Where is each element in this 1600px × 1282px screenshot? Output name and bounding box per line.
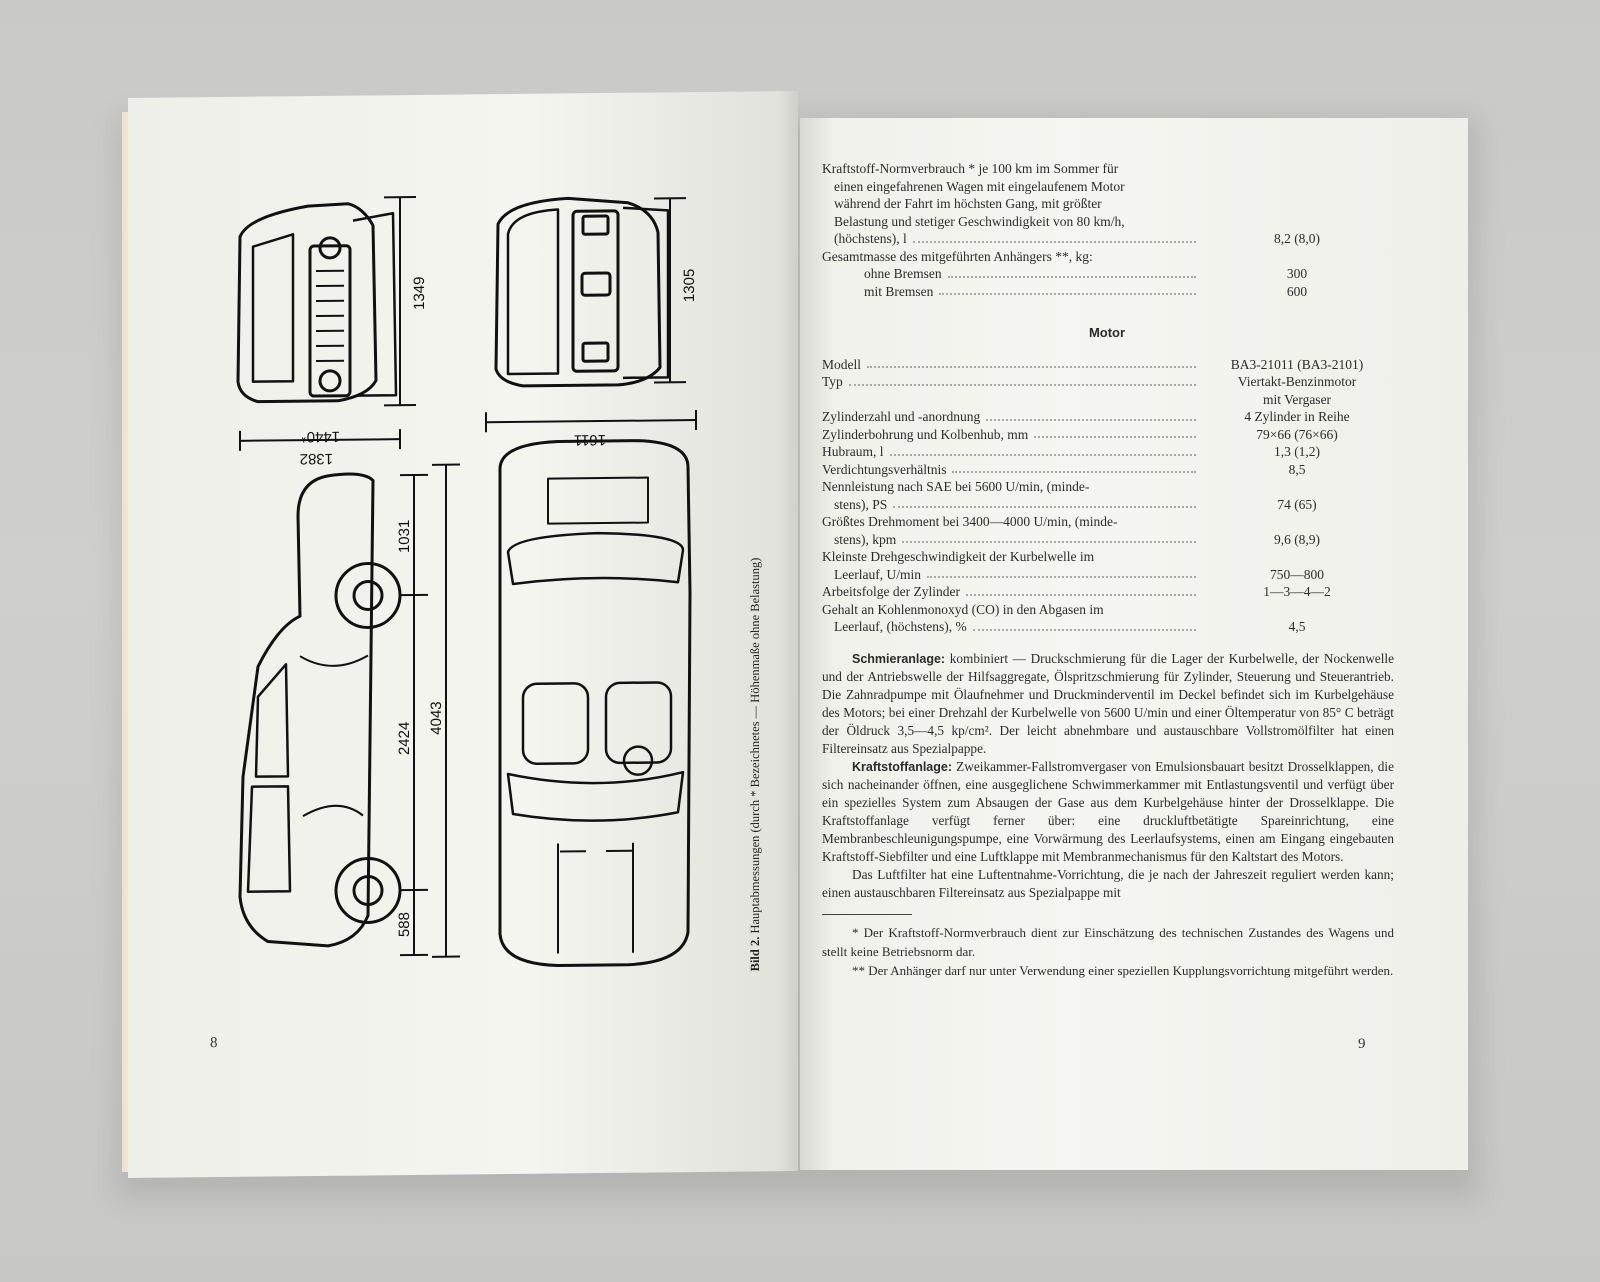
spec-label: Leerlauf, (höchstens), %	[834, 619, 967, 634]
leader-dots	[913, 241, 1196, 243]
figure-caption-text: Hauptabmessungen (durch * Bezeichnetes — Höhenmaße ohne Belastung)	[748, 557, 762, 934]
spec-label: (höchstens), l	[834, 231, 907, 246]
footnote-1: * Der Kraftstoff-Normverbrauch dient zur Einschätzung des technischen Zustandes des Wagens und stellt keine Betriebsnorm dar.	[822, 924, 1394, 959]
spec-row	[822, 230, 1392, 248]
paragraph-luftfilter: Das Luftfilter hat eine Luftentnahme-Vorrichtung, die je nach der Jahreszeit reguliert werden kann; einen austauschbaren Filtereinsatz aus Spezialpappe mit	[822, 866, 1394, 900]
spec-row	[822, 391, 1392, 409]
spec-value: 1,3 (1,2)	[1273, 444, 1321, 459]
spec-value: 9,6 (8,9)	[1273, 531, 1321, 547]
paragraph-kraftstoffanlage	[822, 758, 1394, 866]
spec-value: 8,5	[1288, 461, 1306, 477]
paragraph-heading: Kraftstoffanlage:	[852, 759, 953, 774]
spec-row	[822, 566, 1392, 584]
spec-value: 750—800	[1270, 566, 1324, 582]
spec-label: ohne Bremsen	[864, 266, 942, 281]
leader-dots	[1034, 436, 1196, 438]
spec-value: 4 Zylinder in Reihe	[1244, 409, 1350, 424]
spec-label: stens), kpm	[834, 531, 897, 547]
intro-line: einen eingefahrenen Wagen mit eingelaufenem Motor	[834, 178, 1125, 194]
spec-label: Modell	[822, 356, 861, 372]
spec-value: 4,5	[1288, 619, 1306, 634]
spec-label: Gesamtmasse des mitgeführten Anhängers **, kg:	[822, 248, 1093, 264]
leader-dots	[948, 276, 1196, 278]
spec-label: Hubraum, l	[822, 444, 884, 459]
leader-dots	[890, 454, 1197, 456]
spec-value: 600	[1286, 283, 1308, 299]
dim-width: 1611	[573, 430, 606, 449]
intro-line: Kraftstoff-Normverbrauch * je 100 km im Sommer für	[822, 161, 1119, 176]
paragraph-text: Zweikammer-Fallstromvergaser von Emulsionsbauart besitzt Drosselklappen, die sich nacheinander öffnen, eine ausgeglichene Schwimmerkammer mit Entlastungsventil und verfügt über ein spezielles System zum Absaugen der Gase aus dem Kurbelgehäuse hinter der Drosselklappe. Die Kraftstoffanlage verfügt ferner über: eine druckluftbetätigte Spareinrichtung, eine Membranbeschleunigungspumpe, eine Vorwärmung des Leerlaufsystems, einen am Eingang eingebauten Kraftstoff-Siebfilter und eine Luftklappe mit Membranmechanismus für den Kaltstart des Motors.	[822, 758, 1394, 864]
spec-rows-top	[822, 230, 1394, 300]
spec-label: Zylinderzahl und -anordnung	[822, 409, 981, 424]
spec-label: Kleinste Drehgeschwindigkeit der Kurbelwelle im	[822, 549, 1095, 564]
spec-row	[822, 426, 1392, 444]
leader-dots	[867, 366, 1196, 368]
side-view-drawing	[240, 473, 400, 946]
spec-row	[822, 356, 1392, 374]
spec-value: 8,2 (8,0)	[1273, 231, 1321, 246]
spec-value: 74 (65)	[1277, 496, 1317, 512]
intro-line: während der Fahrt im höchsten Gang, mit größter	[834, 196, 1102, 211]
leader-dots	[952, 471, 1196, 473]
top-view-drawing	[500, 440, 690, 966]
spec-label: Verdichtungsverhältnis	[822, 461, 947, 477]
dim-front-height: 1349	[411, 276, 428, 311]
dim-track-front-loaded: 1440*	[300, 427, 340, 446]
spec-row	[822, 443, 1392, 461]
paragraph-text: kombiniert — Druckschmierung für die Lager der Kurbelwelle, der Nockenwelle und der Antriebswelle der Hilfsaggregate, Ölspritzschmierung für Zylinder, Steuerung und Steuerantrieb. Die Zahnradpumpe mit Ölaufnehmer und Druckminderventil im Deckel befindet sich im Kurbelgehäuse des Motors; bei einer Drehzahl der Kurbelwelle von 5600 U/min und einer Öltemperatur von 85° C beträgt der Öldruck 3,5—4,5 kp/cm². Der leicht abnehmbare und austauschbare Vollstromölfilter hat einen Filtereinsatz aus Spezialpappe.	[822, 650, 1394, 756]
spec-row	[822, 373, 1392, 391]
spec-value: mit Vergaser	[1262, 391, 1332, 407]
spec-value: BA3-21011 (BA3-2101)	[1230, 356, 1364, 372]
section-title-motor: Motor	[1088, 325, 1126, 340]
spec-label: Leerlauf, U/min	[834, 566, 921, 582]
spec-label: mit Bremsen	[864, 283, 934, 299]
consumption-intro	[822, 160, 1392, 230]
figure-caption-label: Bild 2.	[748, 936, 762, 972]
paragraph-heading: Schmieranlage:	[852, 651, 946, 666]
left-page	[128, 91, 798, 1178]
spec-value: 79×66 (76×66)	[1256, 426, 1338, 442]
spec-row	[822, 583, 1392, 601]
car-dimension-drawings	[128, 91, 798, 1178]
dim-track-front: 1382	[299, 449, 333, 468]
dim-wheelbase: 2424	[396, 721, 413, 756]
spec-label: Zylinderbohrung und Kolbenhub, mm	[822, 426, 1029, 442]
spec-row	[822, 496, 1392, 514]
footnote-rule	[822, 914, 912, 915]
rear-view-drawing	[496, 197, 668, 386]
leader-dots	[939, 293, 1196, 295]
dim-front-overhang: 1031	[396, 519, 413, 554]
spec-row	[822, 265, 1392, 283]
leader-dots	[966, 594, 1196, 596]
paragraph-schmieranlage	[822, 650, 1394, 758]
spec-block	[822, 160, 1394, 980]
leader-dots	[927, 576, 1196, 578]
right-page	[800, 118, 1468, 1170]
spec-label: Typ	[822, 374, 843, 389]
spec-label: stens), PS	[834, 496, 888, 512]
page-number-right: 9	[1358, 1036, 1366, 1052]
leader-dots	[902, 541, 1196, 543]
leader-dots	[986, 419, 1196, 421]
figure-caption	[748, 558, 763, 972]
spec-row	[822, 408, 1392, 426]
leader-dots	[893, 506, 1196, 508]
dim-rear-overhang: 588	[396, 911, 413, 938]
spec-rows-motor	[822, 356, 1394, 636]
spec-label: Gehalt an Kohlenmonoxyd (CO) in den Abgasen im	[822, 601, 1104, 617]
leader-dots	[849, 384, 1196, 386]
spec-value: Viertakt-Benzinmotor	[1237, 374, 1357, 389]
spec-value: 300	[1286, 266, 1308, 281]
front-view-drawing	[238, 203, 396, 402]
spec-row	[822, 248, 1392, 266]
leader-dots	[973, 629, 1196, 631]
spec-row	[822, 478, 1392, 496]
spec-row	[822, 513, 1392, 531]
spec-value: 1—3—4—2	[1263, 584, 1331, 599]
spec-label: Nennleistung nach SAE bei 5600 U/min, (minde-	[822, 479, 1090, 494]
dim-rear-height: 1305	[681, 268, 698, 303]
spec-row	[822, 531, 1392, 549]
spec-row	[822, 461, 1392, 479]
spec-row	[822, 618, 1392, 636]
spec-row	[822, 601, 1392, 619]
spec-row	[822, 283, 1392, 301]
footnote-2: ** Der Anhänger darf nur unter Verwendung einer speziellen Kupplungsvorrichtung mitgeführt werden.	[852, 962, 1394, 978]
spec-row	[822, 548, 1392, 566]
spec-label: Arbeitsfolge der Zylinder	[822, 584, 960, 599]
page-number-left: 8	[210, 1035, 218, 1052]
dim-length: 4043	[428, 701, 445, 735]
intro-line: Belastung und stetiger Geschwindigkeit von 80 km/h,	[834, 213, 1125, 229]
spec-label: Größtes Drehmoment bei 3400—4000 U/min, (minde-	[822, 514, 1118, 529]
